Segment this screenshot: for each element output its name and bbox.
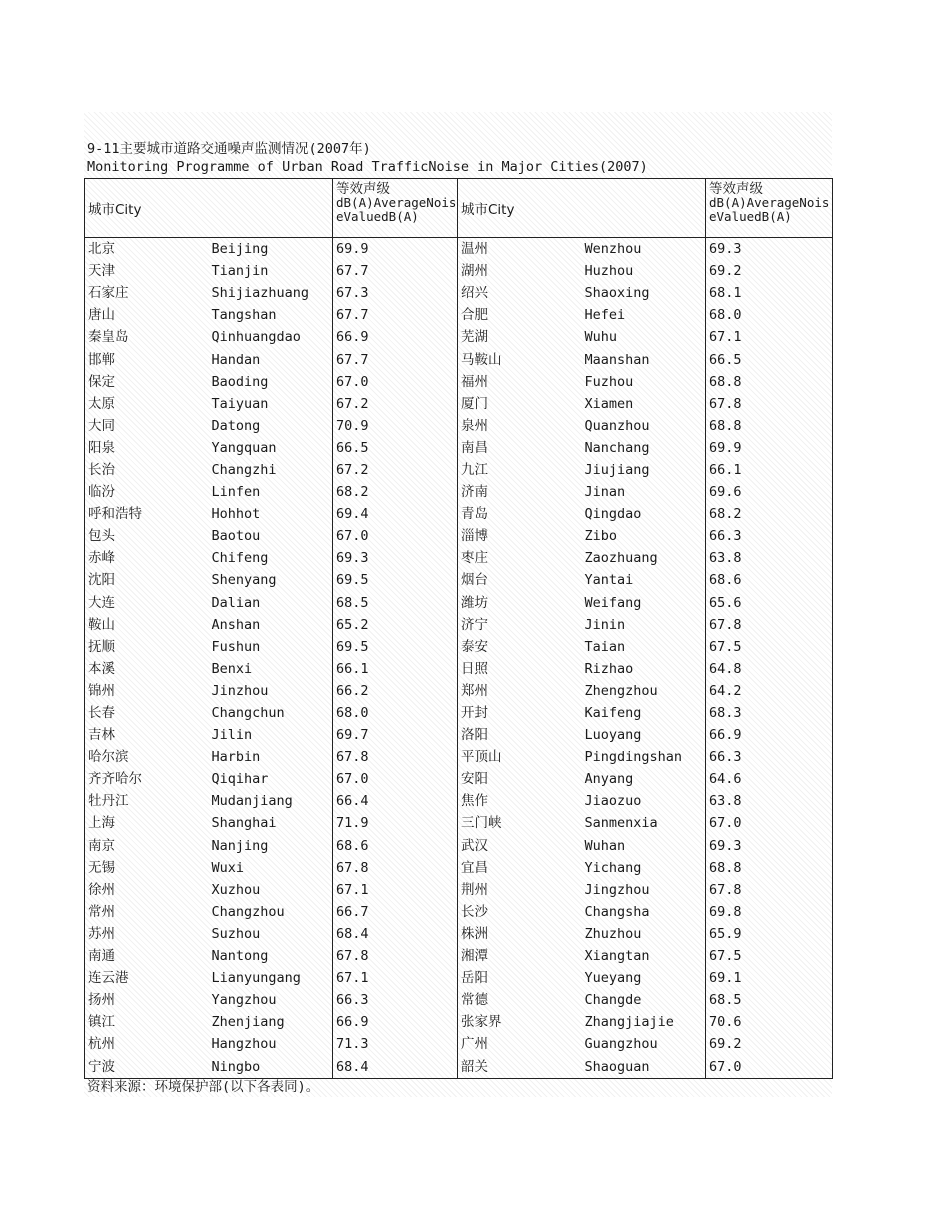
- city-en-cell: Baotou: [211, 528, 261, 545]
- city-en-cell: Xiamen: [584, 395, 634, 412]
- city-cn-cell: 赤峰: [85, 547, 209, 569]
- noise-value-cell: 68.8: [706, 857, 833, 879]
- city-cn-cell: 哈尔滨: [85, 746, 209, 768]
- noise-value-cell: 67.2: [333, 393, 458, 415]
- city-en-cell: Zibo: [584, 528, 618, 545]
- noise-value-cell: 66.1: [706, 459, 833, 481]
- city-cn-cell: 鞍山: [85, 614, 209, 636]
- city-cn-cell: 连云港: [85, 967, 209, 989]
- city-en-cell: Jinan: [584, 484, 626, 501]
- noise-value-cell: 68.2: [706, 503, 833, 525]
- city-en-cell: Shijiazhuang: [211, 285, 310, 302]
- city-cn-cell: 常州: [85, 901, 209, 923]
- header-value-en-right: dB(A)AverageNoiseValuedB(A): [709, 195, 830, 224]
- city-en-cell: Qiqihar: [211, 771, 269, 788]
- city-en-cell: Fuzhou: [584, 373, 634, 390]
- city-en-cell: Benxi: [211, 660, 253, 677]
- city-cn-cell: 吉林: [85, 724, 209, 746]
- noise-value-cell: 67.3: [333, 282, 458, 304]
- noise-value-cell: 69.3: [333, 547, 458, 569]
- city-en-cell: Anyang: [584, 771, 634, 788]
- city-cn-cell: 沈阳: [85, 569, 209, 591]
- city-en-cell: Shanghai: [211, 815, 277, 832]
- header-value-en-left: dB(A)AverageNoiseValuedB(A): [336, 195, 457, 224]
- city-en-cell: Changzhou: [211, 903, 285, 920]
- table-row: [85, 348, 833, 370]
- city-en-cell: Zhuzhou: [584, 925, 642, 942]
- city-en-cell: Yantai: [584, 572, 634, 589]
- table-row: [85, 879, 833, 901]
- city-cn-cell: 邯郸: [85, 348, 209, 370]
- noise-value-cell: 67.8: [333, 857, 458, 879]
- city-cn-cell: 包头: [85, 525, 209, 547]
- table-row: [85, 945, 833, 967]
- table-row: [85, 459, 833, 481]
- city-cn-cell: 济宁: [458, 614, 582, 636]
- noise-value-cell: 68.5: [706, 989, 833, 1011]
- city-en-cell: Yichang: [584, 859, 642, 876]
- city-en-cell: Chifeng: [211, 550, 269, 567]
- city-en-cell: Beijing: [211, 241, 269, 258]
- city-en-cell: Nanchang: [584, 439, 650, 456]
- city-en-cell: Wenzhou: [584, 241, 642, 258]
- city-en-cell: Zhenjiang: [211, 1014, 285, 1031]
- table-row: [85, 326, 833, 348]
- noise-value-cell: 67.1: [706, 326, 833, 348]
- table-row: [85, 989, 833, 1011]
- city-cn-cell: 南京: [85, 835, 209, 857]
- city-en-cell: Huzhou: [584, 263, 634, 280]
- noise-value-cell: 67.0: [706, 1055, 833, 1078]
- table-row: [85, 658, 833, 680]
- city-cn-cell: 洛阳: [458, 724, 582, 746]
- noise-value-cell: 66.1: [333, 658, 458, 680]
- noise-value-cell: 69.9: [333, 238, 458, 261]
- table-row: [85, 901, 833, 923]
- noise-value-cell: 67.7: [333, 348, 458, 370]
- noise-value-cell: 68.4: [333, 1055, 458, 1078]
- noise-value-cell: 64.6: [706, 768, 833, 790]
- noise-value-cell: 67.0: [333, 768, 458, 790]
- table-row: [85, 614, 833, 636]
- noise-value-cell: 68.5: [333, 592, 458, 614]
- noise-value-cell: 67.8: [706, 614, 833, 636]
- city-cn-cell: 武汉: [458, 835, 582, 857]
- city-cn-cell: 锦州: [85, 680, 209, 702]
- city-cn-cell: 淄博: [458, 525, 582, 547]
- city-cn-cell: 常德: [458, 989, 582, 1011]
- city-en-cell: Baoding: [211, 373, 269, 390]
- table-row: [85, 790, 833, 812]
- noise-value-cell: 67.8: [706, 393, 833, 415]
- city-cn-cell: 无锡: [85, 857, 209, 879]
- city-cn-cell: 杭州: [85, 1033, 209, 1055]
- table-row: [85, 282, 833, 304]
- city-en-cell: Xuzhou: [211, 881, 261, 898]
- city-cn-cell: 泉州: [458, 415, 582, 437]
- city-en-cell: Qinhuangdao: [211, 329, 301, 346]
- noise-value-cell: 67.0: [333, 371, 458, 393]
- city-en-cell: Rizhao: [584, 660, 634, 677]
- city-cn-cell: 苏州: [85, 923, 209, 945]
- noise-value-cell: 63.8: [706, 547, 833, 569]
- table-row: [85, 812, 833, 834]
- city-cn-cell: 岳阳: [458, 967, 582, 989]
- city-cn-cell: 广州: [458, 1033, 582, 1055]
- table-body: [85, 238, 833, 1079]
- city-cn-cell: 潍坊: [458, 592, 582, 614]
- noise-value-cell: 67.1: [333, 967, 458, 989]
- city-en-cell: Jinzhou: [211, 682, 269, 699]
- city-cn-cell: 郑州: [458, 680, 582, 702]
- noise-value-cell: 65.9: [706, 923, 833, 945]
- noise-value-cell: 66.5: [333, 437, 458, 459]
- city-en-cell: Fushun: [211, 638, 261, 655]
- city-en-cell: Xiangtan: [584, 948, 650, 965]
- city-en-cell: Mudanjiang: [211, 793, 293, 810]
- city-cn-cell: 石家庄: [85, 282, 209, 304]
- city-cn-cell: 南昌: [458, 437, 582, 459]
- city-en-cell: Hefei: [584, 307, 626, 324]
- noise-value-cell: 69.8: [706, 901, 833, 923]
- noise-value-cell: 66.9: [333, 326, 458, 348]
- city-en-cell: Taian: [584, 638, 626, 655]
- city-en-cell: Changzhi: [211, 461, 277, 478]
- city-en-cell: Dalian: [211, 594, 261, 611]
- city-en-cell: Maanshan: [584, 351, 650, 368]
- city-en-cell: Sanmenxia: [584, 815, 658, 832]
- city-cn-cell: 开封: [458, 702, 582, 724]
- noise-value-cell: 69.2: [706, 260, 833, 282]
- table-row: [85, 768, 833, 790]
- noise-value-cell: 71.3: [333, 1033, 458, 1055]
- noise-value-cell: 67.5: [706, 636, 833, 658]
- city-cn-cell: 合肥: [458, 304, 582, 326]
- table-title-en: Monitoring Programme of Urban Road TrafficNoise in Major Cities(2007): [87, 159, 648, 175]
- city-en-cell: Harbin: [211, 749, 261, 766]
- city-en-cell: Changde: [584, 992, 642, 1009]
- city-en-cell: Guangzhou: [584, 1036, 658, 1053]
- city-cn-cell: 太原: [85, 393, 209, 415]
- city-cn-cell: 长沙: [458, 901, 582, 923]
- noise-value-cell: 69.4: [333, 503, 458, 525]
- city-cn-cell: 厦门: [458, 393, 582, 415]
- city-cn-cell: 福州: [458, 371, 582, 393]
- noise-value-cell: 69.3: [706, 835, 833, 857]
- city-cn-cell: 温州: [458, 238, 582, 261]
- city-cn-cell: 唐山: [85, 304, 209, 326]
- city-en-cell: Yangquan: [211, 439, 277, 456]
- city-en-cell: Shaoguan: [582, 1055, 706, 1078]
- noise-value-cell: 66.4: [333, 790, 458, 812]
- city-cn-cell: 大同: [85, 415, 209, 437]
- header-value-cn-left: 等效声级: [336, 181, 390, 197]
- table-row: [85, 702, 833, 724]
- city-cn-cell: 大连: [85, 592, 209, 614]
- noise-value-cell: 64.8: [706, 658, 833, 680]
- city-en-cell: Shaoxing: [584, 285, 650, 302]
- table-row: [85, 525, 833, 547]
- city-en-cell: Shenyang: [211, 572, 277, 589]
- city-cn-cell: 青岛: [458, 503, 582, 525]
- city-cn-cell: 株洲: [458, 923, 582, 945]
- city-en-cell: Linfen: [211, 484, 261, 501]
- city-cn-cell: 平顶山: [458, 746, 582, 768]
- noise-value-cell: 69.5: [333, 636, 458, 658]
- city-cn-cell: 天津: [85, 260, 209, 282]
- city-cn-cell: 九江: [458, 459, 582, 481]
- table-row: [85, 238, 833, 261]
- table-row: [85, 503, 833, 525]
- city-en-cell: Ningbo: [209, 1055, 333, 1078]
- noise-value-cell: 65.2: [333, 614, 458, 636]
- noise-value-cell: 68.8: [706, 415, 833, 437]
- table-row: [85, 592, 833, 614]
- city-cn-cell: 临汾: [85, 481, 209, 503]
- header-city-left: 城市City: [85, 179, 333, 238]
- city-en-cell: Jilin: [211, 727, 253, 744]
- city-en-cell: Jingzhou: [584, 881, 650, 898]
- city-cn-cell: 长治: [85, 459, 209, 481]
- city-en-cell: Pingdingshan: [584, 749, 683, 766]
- noise-value-cell: 63.8: [706, 790, 833, 812]
- table-row: [85, 724, 833, 746]
- noise-value-cell: 68.2: [333, 481, 458, 503]
- city-en-cell: Weifang: [584, 594, 642, 611]
- city-cn-cell: 张家界: [458, 1011, 582, 1033]
- city-en-cell: Zhengzhou: [584, 682, 658, 699]
- table-row: [85, 923, 833, 945]
- noise-value-cell: 70.9: [333, 415, 458, 437]
- city-cn-cell: 日照: [458, 658, 582, 680]
- city-en-cell: Kaifeng: [584, 705, 642, 722]
- city-en-cell: Quanzhou: [584, 417, 650, 434]
- noise-value-cell: 68.0: [706, 304, 833, 326]
- city-en-cell: Changchun: [211, 705, 285, 722]
- city-en-cell: Nantong: [211, 948, 269, 965]
- noise-value-cell: 68.4: [333, 923, 458, 945]
- city-cn-cell: 镇江: [85, 1011, 209, 1033]
- table-title-cn: 9-11主要城市道路交通噪声监测情况(2007年): [87, 141, 371, 157]
- city-en-cell: Suzhou: [211, 925, 261, 942]
- table-row: [85, 636, 833, 658]
- city-cn-cell: 济南: [458, 481, 582, 503]
- city-en-cell: Wuhu: [584, 329, 618, 346]
- city-cn-cell: 荆州: [458, 879, 582, 901]
- table-row: [85, 260, 833, 282]
- city-cn-cell: 湘潭: [458, 945, 582, 967]
- table-row: [85, 680, 833, 702]
- noise-value-cell: 69.2: [706, 1033, 833, 1055]
- noise-value-cell: 64.2: [706, 680, 833, 702]
- noise-value-cell: 66.5: [706, 348, 833, 370]
- noise-value-cell: 66.2: [333, 680, 458, 702]
- city-cn-cell: 三门峡: [458, 812, 582, 834]
- city-cn-cell: 枣庄: [458, 547, 582, 569]
- city-cn-cell: 安阳: [458, 768, 582, 790]
- noise-value-cell: 69.7: [333, 724, 458, 746]
- city-cn-cell: 抚顺: [85, 636, 209, 658]
- city-en-cell: Lianyungang: [211, 970, 301, 987]
- noise-value-cell: 66.3: [706, 746, 833, 768]
- table-row: [85, 857, 833, 879]
- noise-value-cell: 67.8: [333, 746, 458, 768]
- noise-value-cell: 71.9: [333, 812, 458, 834]
- city-en-cell: Zhangjiajie: [584, 1014, 674, 1031]
- city-en-cell: Anshan: [211, 616, 261, 633]
- table-header-row: [85, 179, 833, 238]
- city-cn-cell: 焦作: [458, 790, 582, 812]
- city-cn-cell: 本溪: [85, 658, 209, 680]
- noise-value-cell: 66.3: [333, 989, 458, 1011]
- city-en-cell: Qingdao: [584, 506, 642, 523]
- city-en-cell: Zaozhuang: [584, 550, 658, 567]
- city-cn-cell: 徐州: [85, 879, 209, 901]
- city-cn-cell: 秦皇岛: [85, 326, 209, 348]
- table-row: [85, 415, 833, 437]
- noise-value-cell: 68.8: [706, 371, 833, 393]
- noise-value-cell: 67.5: [706, 945, 833, 967]
- table-row: [85, 569, 833, 591]
- table-row: [85, 481, 833, 503]
- noise-value-cell: 68.6: [333, 835, 458, 857]
- city-cn-cell: 呼和浩特: [85, 503, 209, 525]
- header-value-left: [333, 179, 458, 238]
- city-cn-cell: 北京: [85, 238, 209, 261]
- city-cn-cell: 齐齐哈尔: [85, 768, 209, 790]
- noise-value-cell: 67.7: [333, 260, 458, 282]
- noise-value-cell: 68.1: [706, 282, 833, 304]
- city-cn-cell: 扬州: [85, 989, 209, 1011]
- noise-value-cell: 66.3: [706, 525, 833, 547]
- noise-value-cell: 66.9: [706, 724, 833, 746]
- city-en-cell: Changsha: [584, 903, 650, 920]
- source-note: 资料来源：环境保护部(以下各表同)。: [87, 1079, 320, 1095]
- noise-value-cell: 69.6: [706, 481, 833, 503]
- header-city-right: 城市City: [458, 179, 706, 238]
- city-cn-cell: 烟台: [458, 569, 582, 591]
- noise-value-cell: 68.0: [333, 702, 458, 724]
- header-value-right: [706, 179, 833, 238]
- table-row: [85, 746, 833, 768]
- city-en-cell: Hangzhou: [211, 1036, 277, 1053]
- city-en-cell: Taiyuan: [211, 395, 269, 412]
- city-cn-cell: 芜湖: [458, 326, 582, 348]
- city-en-cell: Tangshan: [211, 307, 277, 324]
- city-en-cell: Wuxi: [211, 859, 245, 876]
- noise-value-cell: 69.1: [706, 967, 833, 989]
- city-en-cell: Nanjing: [211, 837, 269, 854]
- city-cn-cell: 保定: [85, 371, 209, 393]
- noise-value-cell: 69.3: [706, 238, 833, 261]
- city-cn-cell: 绍兴: [458, 282, 582, 304]
- city-cn-cell: 南通: [85, 945, 209, 967]
- noise-value-cell: 67.7: [333, 304, 458, 326]
- city-en-cell: Hohhot: [211, 506, 261, 523]
- noise-value-cell: 67.2: [333, 459, 458, 481]
- city-en-cell: Handan: [211, 351, 261, 368]
- city-en-cell: Datong: [211, 417, 261, 434]
- table-row: [85, 967, 833, 989]
- header-value-cn-right: 等效声级: [709, 181, 763, 197]
- table-row: [85, 547, 833, 569]
- table-row: [85, 437, 833, 459]
- city-cn-cell: 马鞍山: [458, 348, 582, 370]
- noise-value-cell: 68.3: [706, 702, 833, 724]
- city-en-cell: Jiaozuo: [584, 793, 642, 810]
- noise-value-cell: 67.1: [333, 879, 458, 901]
- city-en-cell: Jinin: [584, 616, 626, 633]
- table-row: [85, 393, 833, 415]
- noise-value-cell: 67.8: [333, 945, 458, 967]
- table-row: [85, 304, 833, 326]
- city-cn-cell: 长春: [85, 702, 209, 724]
- noise-value-cell: 65.6: [706, 592, 833, 614]
- noise-value-cell: 70.6: [706, 1011, 833, 1033]
- city-cn-cell: 泰安: [458, 636, 582, 658]
- city-cn-cell: 韶关: [458, 1055, 582, 1078]
- city-en-cell: Tianjin: [211, 263, 269, 280]
- city-en-cell: Yangzhou: [211, 992, 277, 1009]
- noise-value-cell: 67.0: [333, 525, 458, 547]
- city-en-cell: Jiujiang: [584, 461, 650, 478]
- noise-value-cell: 67.0: [706, 812, 833, 834]
- table-row: [85, 1011, 833, 1033]
- city-cn-cell: 上海: [85, 812, 209, 834]
- table-row: [85, 1033, 833, 1055]
- city-cn-cell: 宜昌: [458, 857, 582, 879]
- city-cn-cell: 湖州: [458, 260, 582, 282]
- city-en-cell: Yueyang: [584, 970, 642, 987]
- noise-value-cell: 67.8: [706, 879, 833, 901]
- table-row: [85, 371, 833, 393]
- noise-table: [84, 178, 833, 1079]
- city-en-cell: Wuhan: [584, 837, 626, 854]
- noise-value-cell: 68.6: [706, 569, 833, 591]
- city-en-cell: Luoyang: [584, 727, 642, 744]
- noise-value-cell: 69.9: [706, 437, 833, 459]
- noise-value-cell: 66.9: [333, 1011, 458, 1033]
- table-row: [85, 835, 833, 857]
- city-cn-cell: 阳泉: [85, 437, 209, 459]
- city-cn-cell: 宁波: [85, 1055, 209, 1078]
- noise-value-cell: 69.5: [333, 569, 458, 591]
- noise-value-cell: 66.7: [333, 901, 458, 923]
- city-cn-cell: 牡丹江: [85, 790, 209, 812]
